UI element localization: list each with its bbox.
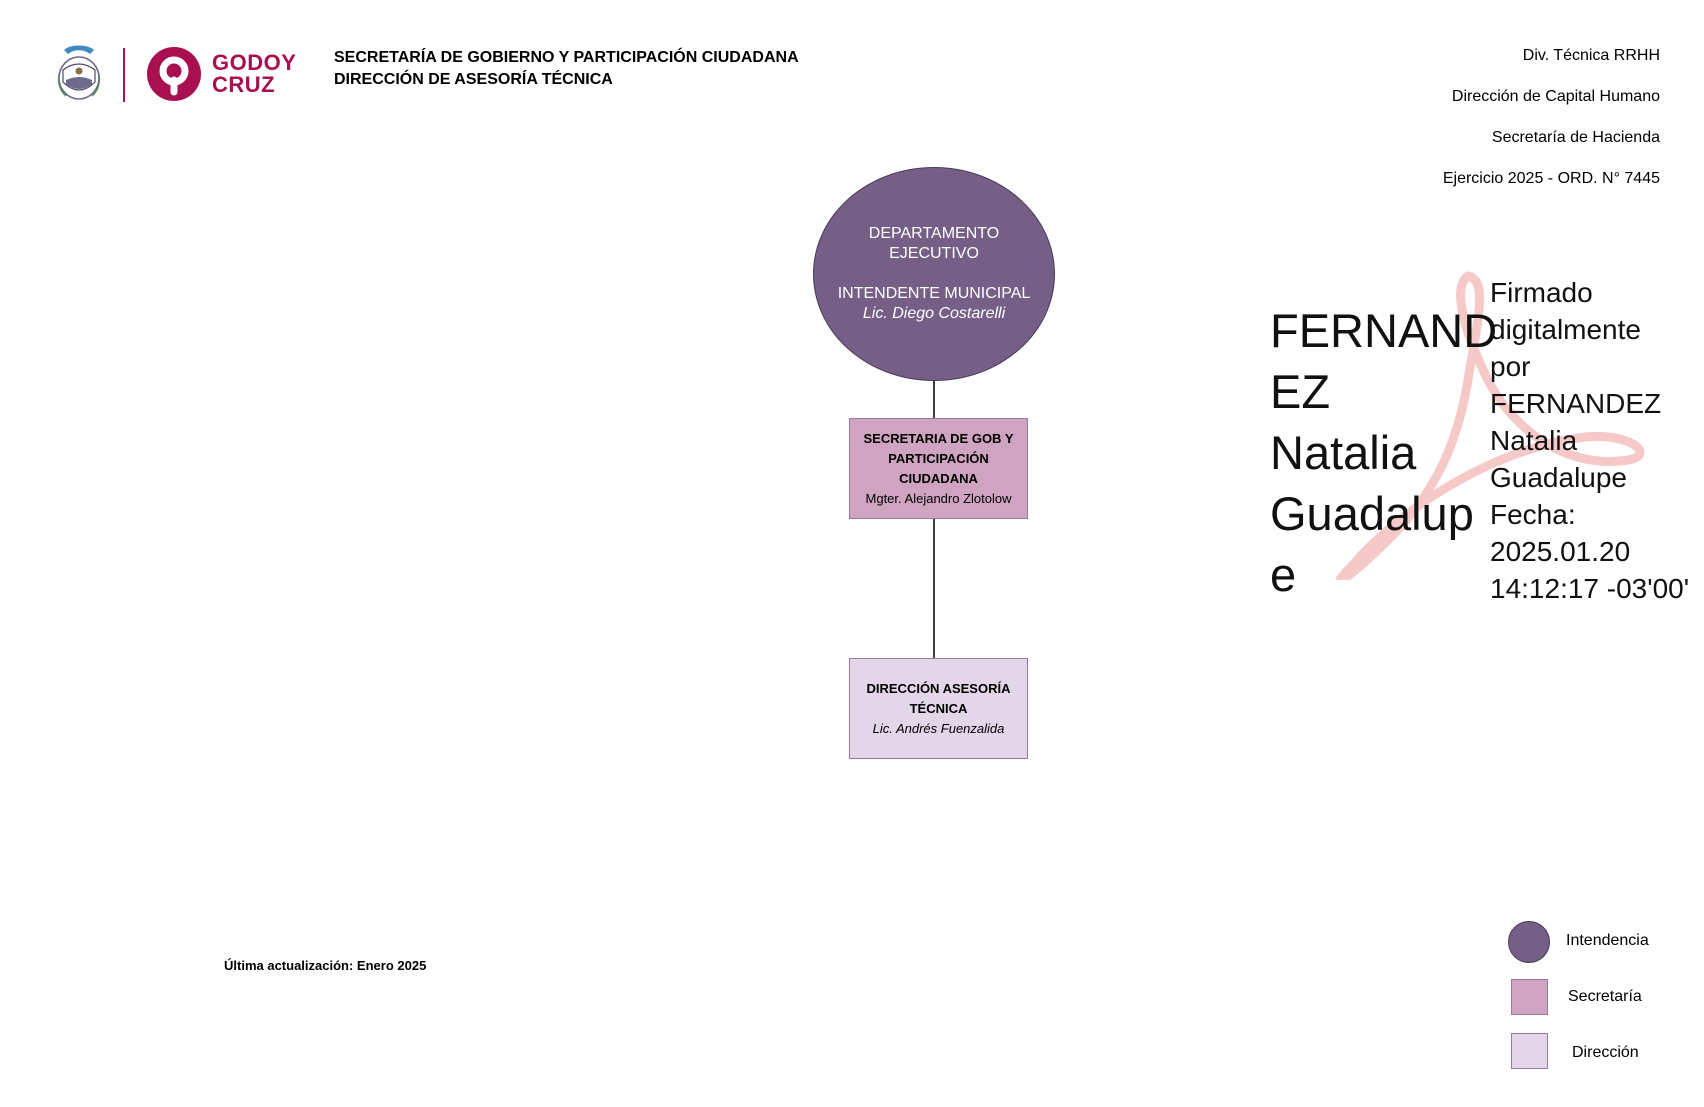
signature-detail-line: 2025.01.20	[1490, 536, 1631, 567]
signer-name-line: FERNAND	[1270, 304, 1498, 357]
brand-line-2: CRUZ	[212, 72, 276, 97]
signer-name	[1270, 300, 1498, 605]
node-person: Lic. Diego Costarelli	[862, 305, 1006, 322]
signer-name-line: e	[1270, 548, 1297, 601]
legend-label-direccion: Dirección	[1572, 1044, 1639, 1061]
issuer-line: Div. Técnica RRHH	[1522, 47, 1660, 64]
signature-detail-line: Guadalupe	[1490, 462, 1628, 493]
node-departamento-ejecutivo	[813, 167, 1055, 381]
signature-detail-line: Natalia	[1490, 425, 1578, 456]
signer-name-line: Guadalup	[1270, 487, 1474, 540]
node-direccion-asesoria-tecnica	[849, 658, 1028, 759]
secretariat-heading: SECRETARÍA DE GOBIERNO Y PARTICIPACIÓN CIUDADANA	[334, 49, 799, 66]
direction-heading: DIRECCIÓN DE ASESORÍA TÉCNICA	[334, 71, 613, 88]
signature-detail-line: Fecha:	[1490, 499, 1576, 530]
node-person: Mgter. Alejandro Zlotolow	[865, 490, 1012, 506]
legend-swatch-secretaria	[1511, 979, 1548, 1015]
node-title-line: EJECUTIVO	[889, 245, 979, 262]
signature-details	[1490, 274, 1704, 607]
signature-detail-line: 14:12:17 -03'00'	[1490, 573, 1690, 604]
last-update-note: Última actualización: Enero 2025	[224, 958, 427, 973]
node-title-line: CIUDADANA	[899, 470, 978, 486]
signer-name-line: EZ Natalia	[1270, 365, 1417, 479]
node-secretaria-gobierno	[849, 418, 1028, 519]
signature-detail-line: digitalmente	[1490, 314, 1641, 345]
legend-swatch-direccion	[1511, 1033, 1548, 1069]
legend-label-intendencia: Intendencia	[1566, 932, 1649, 949]
legend-swatch-intendencia	[1508, 921, 1550, 963]
node-title-line: TÉCNICA	[909, 700, 968, 716]
node-title-line: PARTICIPACIÓN	[888, 450, 989, 466]
issuer-line: Secretaría de Hacienda	[1491, 129, 1660, 146]
node-person: Lic. Andrés Fuenzalida	[872, 720, 1005, 736]
node-role: INTENDENTE MUNICIPAL	[837, 285, 1031, 302]
issuer-line: Dirección de Capital Humano	[1451, 88, 1660, 105]
node-title-line: DIRECCIÓN ASESORÍA	[866, 680, 1011, 696]
signature-detail-line: por FERNANDEZ	[1490, 351, 1662, 419]
legend-label-secretaria: Secretaría	[1568, 988, 1642, 1005]
brand-line-1: GODOY	[212, 50, 297, 75]
issuer-line: Ejercicio 2025 - ORD. N° 7445	[1442, 170, 1660, 187]
node-title-line: SECRETARIA DE GOB Y	[863, 430, 1014, 446]
signature-detail-line: Firmado	[1490, 277, 1593, 308]
node-title-line: DEPARTAMENTO	[868, 225, 1000, 242]
